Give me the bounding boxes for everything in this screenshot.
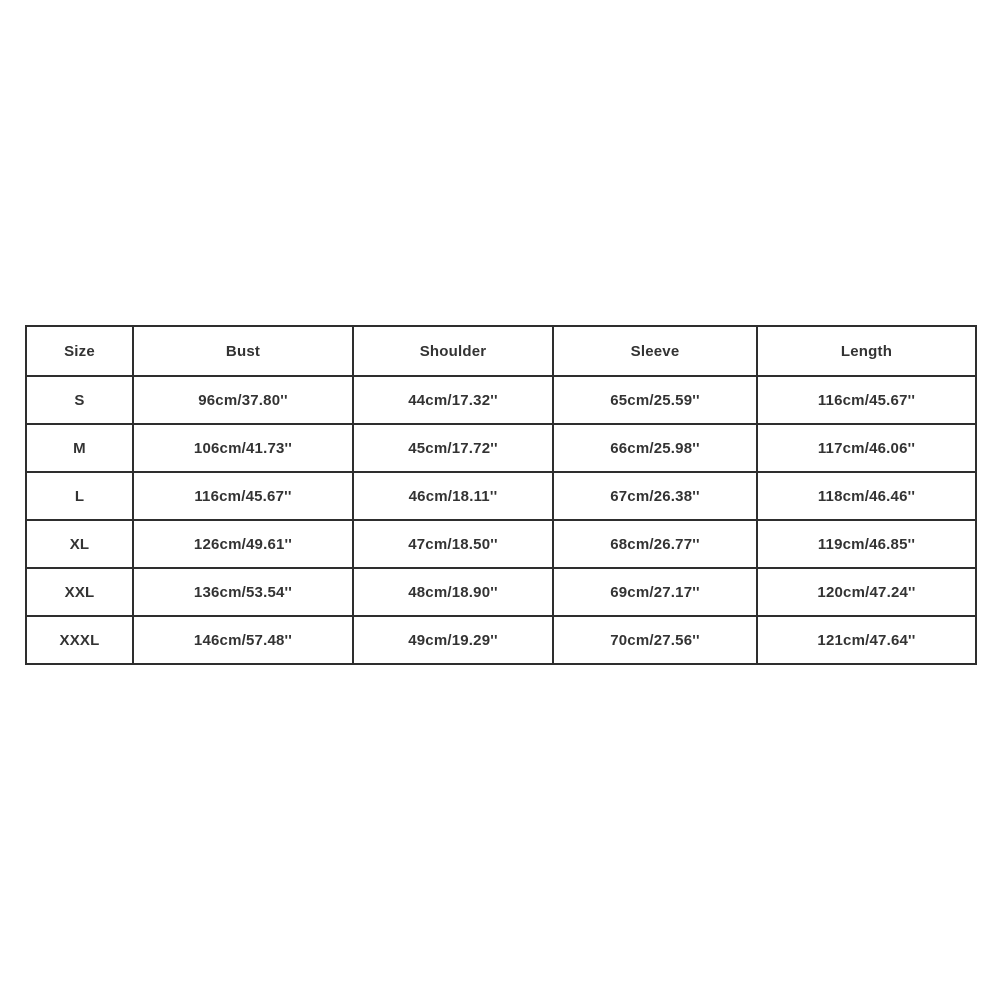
sleeve-cell: 69cm/27.17'' (553, 568, 757, 616)
size-cell: L (26, 472, 133, 520)
column-header-shoulder: Shoulder (353, 326, 553, 376)
shoulder-cell: 45cm/17.72'' (353, 424, 553, 472)
length-cell: 119cm/46.85'' (757, 520, 976, 568)
bust-cell: 106cm/41.73'' (133, 424, 353, 472)
table-row-xxl (26, 568, 976, 616)
length-cell: 120cm/47.24'' (757, 568, 976, 616)
shoulder-cell: 49cm/19.29'' (353, 616, 553, 664)
shoulder-cell: 47cm/18.50'' (353, 520, 553, 568)
table-row-xxxl (26, 616, 976, 664)
shoulder-cell: 44cm/17.32'' (353, 376, 553, 424)
length-cell: 117cm/46.06'' (757, 424, 976, 472)
table-row-m (26, 424, 976, 472)
bust-cell: 96cm/37.80'' (133, 376, 353, 424)
bust-cell: 116cm/45.67'' (133, 472, 353, 520)
length-cell: 118cm/46.46'' (757, 472, 976, 520)
table-row-l (26, 472, 976, 520)
bust-cell: 146cm/57.48'' (133, 616, 353, 664)
header-row (26, 326, 976, 376)
size-cell: XXXL (26, 616, 133, 664)
column-header-bust: Bust (133, 326, 353, 376)
sleeve-cell: 66cm/25.98'' (553, 424, 757, 472)
column-header-size: Size (26, 326, 133, 376)
size-cell: XXL (26, 568, 133, 616)
column-header-sleeve: Sleeve (553, 326, 757, 376)
size-cell: XL (26, 520, 133, 568)
table-row-s (26, 376, 976, 424)
sleeve-cell: 65cm/25.59'' (553, 376, 757, 424)
sleeve-cell: 68cm/26.77'' (553, 520, 757, 568)
size-cell: S (26, 376, 133, 424)
shoulder-cell: 48cm/18.90'' (353, 568, 553, 616)
length-cell: 116cm/45.67'' (757, 376, 976, 424)
sleeve-cell: 67cm/26.38'' (553, 472, 757, 520)
length-cell: 121cm/47.64'' (757, 616, 976, 664)
bust-cell: 126cm/49.61'' (133, 520, 353, 568)
column-header-length: Length (757, 326, 976, 376)
shoulder-cell: 46cm/18.11'' (353, 472, 553, 520)
bust-cell: 136cm/53.54'' (133, 568, 353, 616)
sleeve-cell: 70cm/27.56'' (553, 616, 757, 664)
table-row-xl (26, 520, 976, 568)
size-chart-table (25, 325, 977, 665)
size-cell: M (26, 424, 133, 472)
